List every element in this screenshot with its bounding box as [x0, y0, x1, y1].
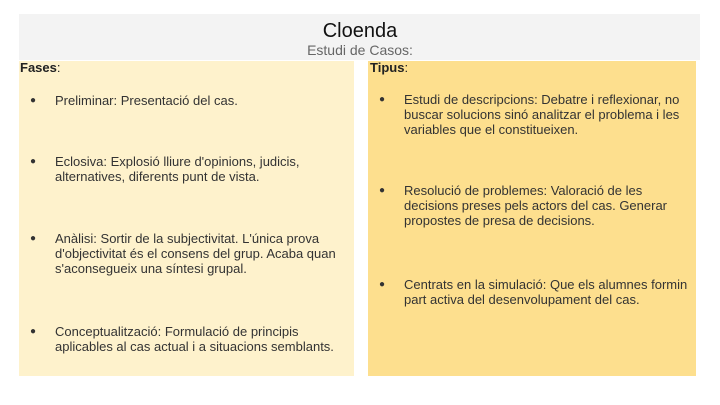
- bullet-icon: ●: [379, 94, 386, 105]
- fases-label: Fases:: [20, 60, 61, 75]
- bullet-icon: ●: [30, 95, 37, 106]
- tipus-item-resolucio: Resolució de problemes: Valoració de les decisions preses pels actors del cas. Generar propostes de presa de decisions.: [404, 183, 668, 228]
- bullet-icon: ●: [30, 156, 37, 167]
- bullet-icon: ●: [30, 326, 37, 337]
- slide-title: Cloenda: [322, 20, 398, 42]
- tipus-label: Tipus:: [370, 60, 409, 75]
- fases-item-eclosiva: Eclosiva: Explosió lliure d'opinions, judicis, alternatives, diferents punt de vista.: [55, 154, 300, 184]
- fases-label-text: Fases: [20, 60, 57, 75]
- slide-subtitle: Estudi de Casos:: [307, 42, 413, 58]
- tipus-label-text: Tipus: [370, 60, 405, 75]
- fases-item-preliminar: Preliminar: Presentació del cas.: [55, 93, 238, 108]
- bullet-icon: ●: [30, 233, 37, 244]
- bullet-icon: ●: [379, 185, 386, 196]
- fases-item-analisi: Anàlisi: Sortir de la subjectivitat. L'única prova d'objectivitat és el consens del grup. Acaba quan s'aconsegueix una síntesi grupal.: [55, 231, 336, 276]
- bullet-icon: ●: [379, 279, 386, 290]
- tipus-item-descripcions: Estudi de descripcions: Debatre i reflexionar, no buscar solucions sinó analitzar el problema i les variables que el constitueixen.: [404, 92, 680, 137]
- tipus-item-simulacio: Centrats en la simulació: Que els alumnes formin part activa del desenvolupament del cas.: [404, 277, 688, 307]
- fases-item-conceptualitzacio: Conceptualització: Formulació de principis aplicables al cas actual i a situacions semblants.: [55, 324, 334, 354]
